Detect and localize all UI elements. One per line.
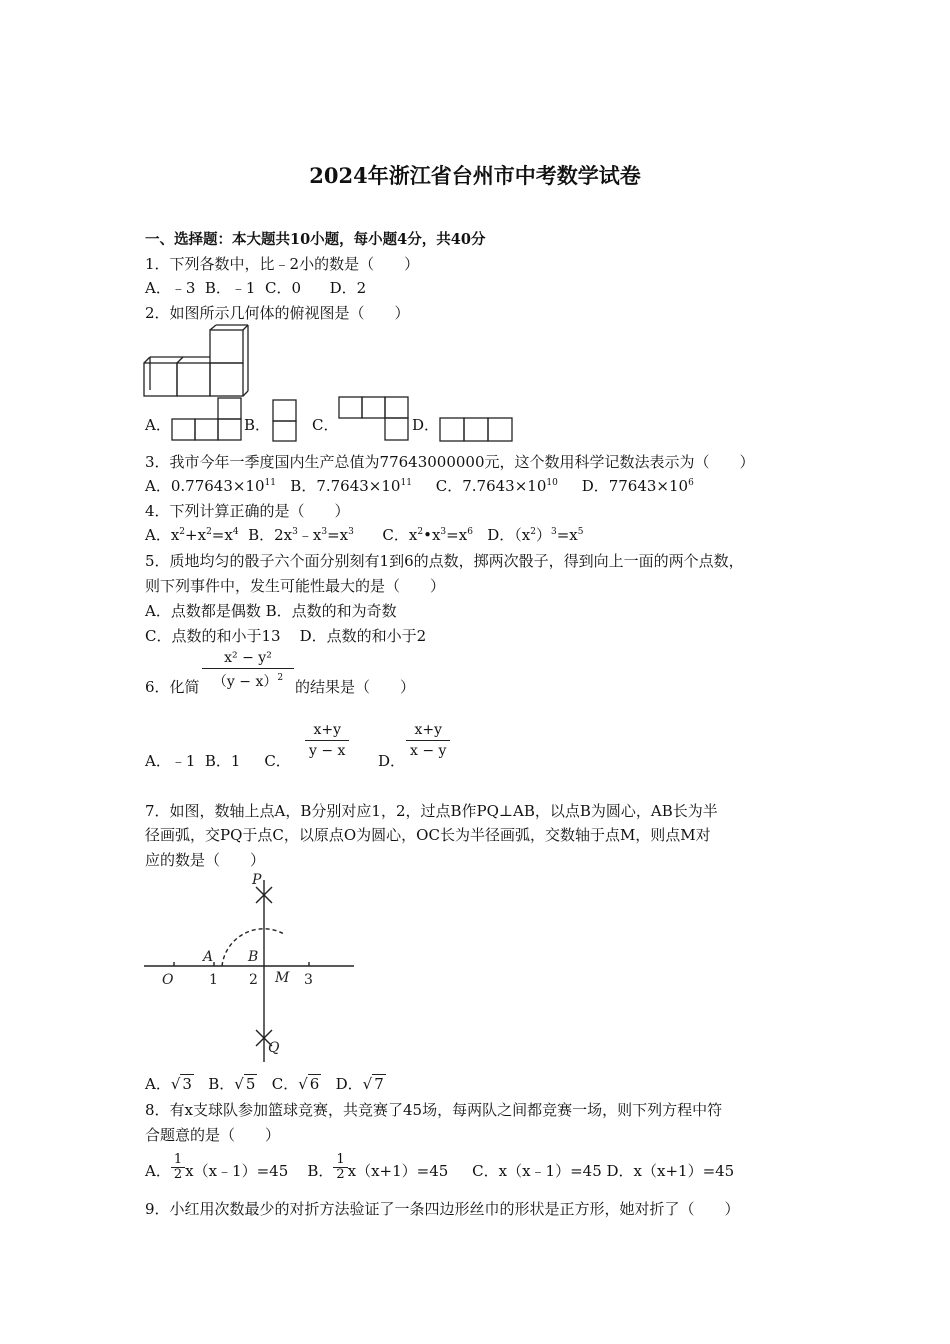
q6-option-c-den: y − x: [305, 740, 349, 759]
q3-option-a-exp: 11: [264, 478, 276, 488]
q3-option-c: C．7.7643×10: [435, 477, 547, 495]
q7-option-b-value: √ 5: [234, 1075, 256, 1093]
section-heading: 一、选择题：本大题共10小题，每小题4分，共40分: [145, 231, 486, 248]
q8-stem-line2: 合题意的是（ ）: [145, 1126, 281, 1144]
q6-option-d-fraction: [406, 722, 450, 759]
q2-option-a-label: A．: [145, 416, 171, 434]
q8-half-fraction-b: $\frac{1}{2}$: [333, 1153, 347, 1181]
q2-option-d-figure: [439, 417, 515, 443]
q6-suffix: 的结果是（ ）: [295, 678, 416, 696]
q7-option-c-value: √ 6: [298, 1075, 320, 1093]
q9-stem: 9．小红用次数最少的对折方法验证了一条四边形丝巾的形状是正方形，她对折了（ ）: [145, 1200, 740, 1218]
q3-option-b-exp: 11: [400, 478, 412, 488]
q7-label-m: M: [275, 970, 290, 986]
q8-options: [145, 1151, 735, 1182]
q8-option-b-tail: x（x+1）=45 C．x（x﹣1）=45 D．x（x+1）=45: [347, 1162, 735, 1180]
q4-stem: 4．下列计算正确的是（ ）: [145, 502, 350, 520]
q7-label-o: O: [162, 972, 174, 988]
q6-option-c-fraction: [305, 722, 349, 759]
q2-option-a-figure: [172, 397, 242, 442]
q8-option-a-tail: x（x﹣1）=45 B．: [185, 1162, 334, 1180]
q7-tick-3: 3: [304, 972, 313, 988]
q7-label-p: P: [252, 872, 262, 888]
page-title: 2024年浙江省台州市中考数学试卷: [309, 163, 641, 188]
q1-options: A．﹣3 B．﹣1 C．0 D．2: [145, 279, 367, 297]
q6-denominator: （y − x）: [212, 674, 278, 690]
q6-option-d-label: D．: [378, 752, 406, 770]
q7-option-d-value: √ 7: [362, 1075, 384, 1093]
q6-option-d-den: x − y: [406, 740, 450, 759]
q6-numerator: x² − y²: [224, 650, 272, 666]
q6-prefix: 6．化简: [145, 678, 200, 696]
q7-number-line-figure: [144, 872, 356, 1067]
q2-option-c-label: C．: [312, 416, 339, 434]
q8-stem-line1: 8．有x支球队参加篮球竞赛，共竞赛了45场，每两队之间都竞赛一场，则下列方程中符: [145, 1101, 723, 1119]
q7-stem-line2: 径画弧，交PQ于点C，以原点O为圆心，OC长为半径画弧，交数轴于点M，则点M对: [145, 826, 711, 844]
q6-fraction: [202, 650, 294, 691]
q7-tick-1: 1: [209, 972, 218, 988]
q5-options-cd: C．点数的和小于13 D．点数的和小于2: [145, 627, 427, 645]
q7-label-q: Q: [268, 1040, 280, 1056]
q7-options: [145, 1073, 386, 1094]
q7-tick-2: 2: [249, 972, 258, 988]
q6-option-d-num: x+y: [414, 722, 442, 738]
q3-stem: 3．我市今年一季度国内生产总值为77643000000元，这个数用科学记数法表示为（ ）: [145, 453, 755, 471]
q5-stem-line2: 则下列事件中，发生可能性最大的是（ ）: [145, 577, 446, 595]
q7-option-a-value: √ 3: [170, 1075, 192, 1093]
q8-option-a-label: A．: [145, 1162, 171, 1180]
q6-denominator-exp: 2: [277, 673, 284, 683]
q3-option-b: B．7.7643×10: [290, 477, 401, 495]
q3-option-a: A．0.77643×10: [145, 477, 265, 495]
q7-stem-line1: 7．如图，数轴上点A，B分别对应1，2，过点B作PQ⊥AB，以点B为圆心，AB长为半: [145, 802, 718, 820]
q3-option-d: D．77643×10: [581, 477, 689, 495]
q2-stem: 2．如图所示几何体的俯视图是（ ）: [145, 304, 410, 322]
q7-label-b: B: [248, 949, 259, 965]
q2-option-b-label: B．: [244, 416, 271, 434]
q2-option-b-figure: [272, 399, 298, 443]
q7-option-d-label: D．: [335, 1075, 363, 1093]
q7-label-a: A: [203, 949, 214, 965]
q3-options: [145, 475, 694, 496]
q2-option-d-label: D．: [412, 416, 440, 434]
q8-half-fraction-a: $\frac{1}{2}$: [171, 1153, 185, 1181]
q7-option-b-label: B．: [208, 1075, 235, 1093]
q7-option-c-label: C．: [271, 1075, 299, 1093]
q4-options: A．$x^2+x^2=x^4$ B．$2x^3﹣x^3=x^3$ C．$x^2•x^3=x^6$ D．$(x^2)^3=x^5$: [145, 526, 584, 544]
q2-solid-figure: [144, 325, 254, 400]
q5-options-ab: A．点数都是偶数 B．点数的和为奇数: [145, 602, 397, 620]
q2-option-c-figure: [338, 396, 410, 442]
q6-options-ab: A．﹣1 B．1 C．: [145, 752, 291, 770]
q3-option-d-exp: 6: [688, 478, 694, 488]
q6-option-c-num: x+y: [313, 722, 341, 738]
q7-stem-line3: 应的数是（ ）: [145, 851, 266, 869]
q3-option-c-exp: 10: [546, 478, 558, 488]
q1-stem: 1．下列各数中，比﹣2小的数是（ ）: [145, 255, 420, 273]
q5-stem-line1: 5．质地均匀的骰子六个面分别刻有1到6的点数，掷两次骰子，得到向上一面的两个点数，: [145, 552, 744, 570]
q7-option-a-label: A．: [145, 1075, 171, 1093]
